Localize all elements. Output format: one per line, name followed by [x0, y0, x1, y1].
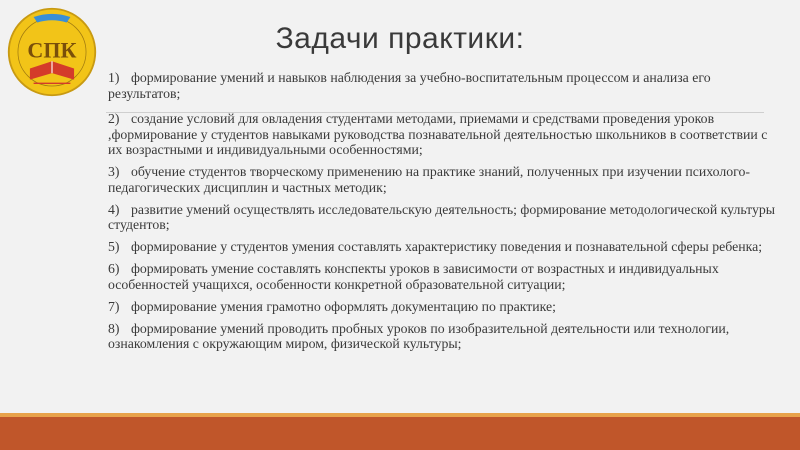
- item-number: 3): [108, 164, 120, 180]
- item-number: 2): [108, 111, 120, 127]
- item-text: создание условий для овладения студентами методами, приемами и средствами проведения уроков ,формирование у студентов навыками руководства познавательной деятельностью школьников в соответствии с их возрастными и индивидуальными особенностями;: [108, 111, 768, 158]
- item-number: 4): [108, 201, 120, 217]
- item-text: формирование у студентов умения составлять характеристику поведения и познавательной сферы ребенка;: [130, 239, 763, 255]
- list-item: [108, 261, 780, 292]
- item-text: формирование умений проводить пробных уроков по изобразительной деятельности или технологии, ознакомления с окружающим миром, физической культуры;: [108, 320, 730, 352]
- bottom-bar: [0, 417, 800, 450]
- item-number: 8): [108, 320, 120, 336]
- list-item: [108, 299, 780, 315]
- task-list: [108, 70, 780, 358]
- item-number: 5): [108, 239, 120, 255]
- list-item: [108, 70, 780, 101]
- list-item: [108, 239, 780, 255]
- list-item: [108, 202, 780, 233]
- item-number: 6): [108, 261, 120, 277]
- item-number: 7): [108, 298, 120, 314]
- item-text: обучение студентов творческому применению на практике знаний, полученных при изучении психолого-педагогических дисциплин и частных методик;: [108, 164, 750, 195]
- list-item: [108, 111, 780, 158]
- item-text: формировать умение составлять конспекты уроков в зависимости от возрастных и индивидуальных особенностей учащихся, особенности конкретной образовательной ситуации;: [108, 261, 719, 292]
- item-text: развитие умений осуществлять исследовательскую деятельность; формирование методологической культуры студентов;: [108, 201, 776, 233]
- item-text: формирование умения грамотно оформлять документацию по практике;: [130, 298, 556, 314]
- list-item: [108, 321, 780, 352]
- item-text: формирование умений и навыков наблюдения за учебно-воспитательным процессом и анализа его результатов;: [108, 70, 711, 101]
- item-number: 1): [108, 70, 120, 85]
- list-item: [108, 164, 780, 195]
- logo-lettering: СПК: [27, 37, 77, 63]
- slide-title: Задачи практики:: [275, 22, 525, 55]
